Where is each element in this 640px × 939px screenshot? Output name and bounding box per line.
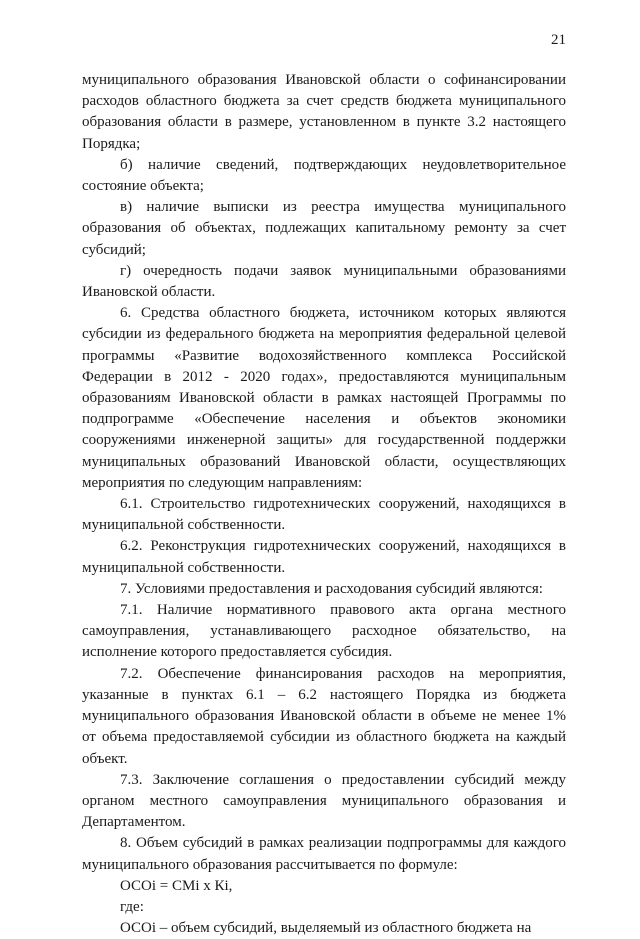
paragraph-item-b: б) наличие сведений, подтверждающих неудовлетворительное состояние объекта; xyxy=(82,156,566,195)
formula-where: где: xyxy=(120,898,144,915)
paragraph-7-1: 7.1. Наличие нормативного правового акта органа местного самоуправления, устанавливающего расходное обязательство, на исполнение которого предоставляется субсидия. xyxy=(82,602,566,661)
paragraph-8: 8. Объем субсидий в рамках реализации подпрограммы для каждого муниципального образования рассчитывается по формуле: xyxy=(82,835,566,873)
paragraph-item-v: в) наличие выписки из реестра имущества муниципального образования об объектах, подлежащих капитальному ремонту за счет субсидий; xyxy=(82,199,566,258)
paragraph-continuation: муниципального образования Ивановской области о софинансировании расходов областного бюджета за счет средств бюджета муниципального образования области в размере, установленном в пункте 3.2 настоящего Порядка; xyxy=(82,72,566,152)
paragraph-7: 7. Условиями предоставления и расходования субсидий являются: xyxy=(120,580,543,597)
document-body xyxy=(82,70,566,939)
paragraph-item-g: г) очередность подачи заявок муниципальными образованиями Ивановской области. xyxy=(82,262,566,301)
paragraph-6-1: 6.1. Строительство гидротехнических сооружений, находящихся в муниципальной собственности. xyxy=(82,496,566,534)
page-number: 21 xyxy=(551,32,566,48)
formula: ОСОi = СМi x Кi, xyxy=(120,877,233,894)
formula-definition: ОСОi – объем субсидий, выделяемый из областного бюджета на xyxy=(120,920,532,937)
paragraph-7-3: 7.3. Заключение соглашения о предоставлении субсидий между органом местного самоуправления муниципального образования и Департаментом. xyxy=(82,771,566,831)
paragraph-6: 6. Средства областного бюджета, источником которых являются субсидии из федерального бюджета на мероприятия федеральной целевой программы «Развитие водохозяйственного комплекса Российской Федерации в 2012 - 2020 годах», предоставляются муниципальным образованиям Ивановской области в рамках настоящей Программы по подпрограмме «Обеспечение населения и объектов экономики сооружениями инженерной защиты» для государственной поддержки муниципальных образований Ивановской области, осуществляющих мероприятия по следующим направлениям: xyxy=(82,305,566,491)
paragraph-6-2: 6.2. Реконструкция гидротехнических сооружений, находящихся в муниципальной собственности. xyxy=(82,538,566,576)
paragraph-7-2: 7.2. Обеспечение финансирования расходов на мероприятия, указанные в пунктах 6.1 – 6.2 настоящего Порядка из бюджета муниципального образования Ивановской области в объеме не менее 1% от объема предоставляемой субсидии из областного бюджета на каждый объект. xyxy=(82,665,566,767)
